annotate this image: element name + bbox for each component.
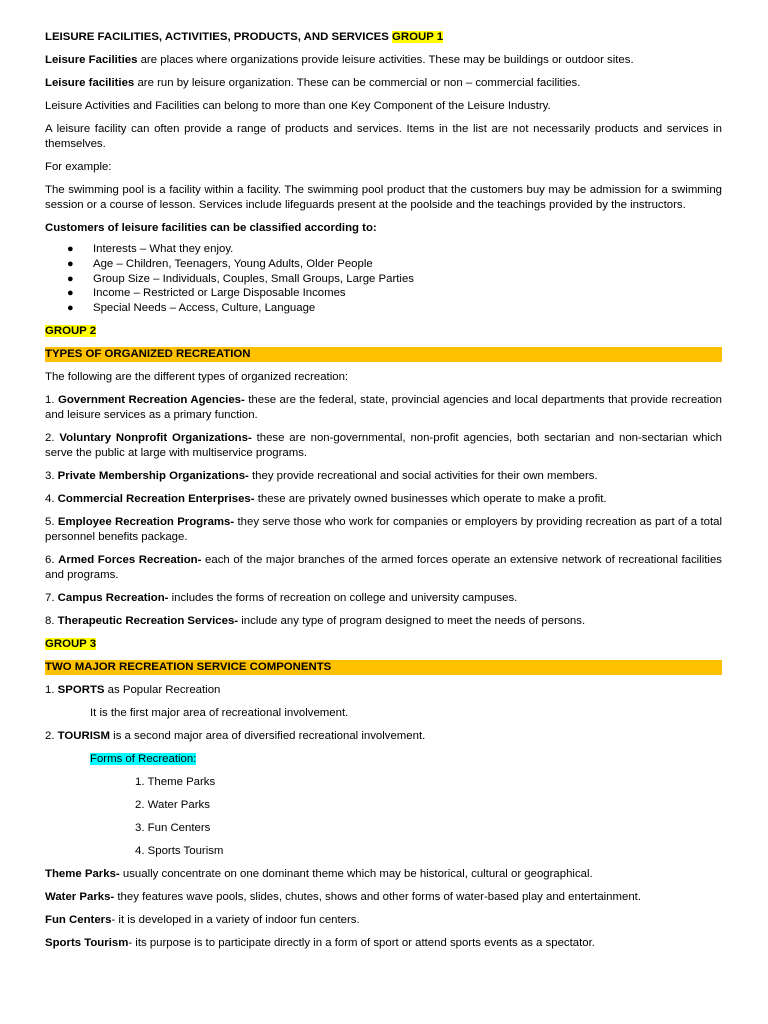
list-item-text: Interests – What they enjoy. bbox=[93, 243, 234, 255]
term: Water Parks- bbox=[45, 890, 115, 903]
definition-theme-parks bbox=[45, 867, 722, 882]
term: Campus Recreation- bbox=[57, 591, 169, 604]
recreation-type-4 bbox=[45, 492, 722, 507]
list-item bbox=[45, 286, 722, 301]
document-page bbox=[45, 30, 722, 951]
term: Government Recreation Agencies- bbox=[57, 393, 245, 406]
list-item-text: Age – Children, Teenagers, Young Adults, Older People bbox=[93, 257, 373, 270]
term: Sports Tourism bbox=[45, 936, 129, 949]
recreation-type-6 bbox=[45, 553, 722, 583]
forms-label-text: Forms of Recreation: bbox=[90, 752, 197, 765]
form-item-3: 3. Fun Centers bbox=[135, 821, 211, 834]
group1-tag: GROUP 1 bbox=[392, 31, 444, 43]
item-number: 8. bbox=[45, 614, 58, 627]
item-number: 1. bbox=[45, 393, 58, 406]
bullet-icon: ● bbox=[67, 272, 74, 285]
description: includes the forms of recreation on college and university campuses. bbox=[168, 591, 518, 604]
list-item bbox=[45, 242, 722, 257]
description: they features wave pools, slides, chutes, shows and other forms of water-based play and entertainment. bbox=[114, 890, 642, 903]
term: Private Membership Organizations- bbox=[57, 469, 249, 482]
customers-list bbox=[45, 242, 722, 316]
bullet-icon: ● bbox=[67, 287, 74, 300]
term: TOURISM bbox=[57, 729, 110, 742]
paragraph-5: For example: bbox=[45, 161, 112, 173]
paragraph-text: are places where organizations provide leisure activities. These may be buildings or outdoor sites. bbox=[137, 54, 634, 66]
group2-tag: GROUP 2 bbox=[45, 324, 97, 337]
list-item bbox=[45, 257, 722, 272]
list-item bbox=[45, 301, 722, 316]
customers-heading bbox=[45, 221, 722, 236]
form-item-4: 4. Sports Tourism bbox=[135, 844, 224, 857]
description: they serve those who work for companies or employers by providing recreation as part of a total personnel benefits package. bbox=[45, 515, 722, 543]
recreation-type-5 bbox=[45, 515, 722, 545]
term: Leisure Facilities bbox=[45, 54, 138, 66]
recreation-type-1 bbox=[45, 393, 722, 423]
item-number: 2. bbox=[45, 729, 58, 742]
recreation-type-8 bbox=[45, 614, 722, 629]
paragraph-1 bbox=[45, 53, 722, 68]
item-number: 4. bbox=[45, 492, 58, 505]
form-item-1: 1. Theme Parks bbox=[135, 775, 216, 788]
item-number: 3. bbox=[45, 469, 58, 482]
paragraph-text: are run by leisure organization. These can be commercial or non – commercial facilities. bbox=[134, 77, 581, 89]
term: Armed Forces Recreation- bbox=[58, 553, 202, 566]
term: Theme Parks- bbox=[45, 867, 120, 880]
list-item bbox=[45, 272, 722, 287]
term: Therapeutic Recreation Services- bbox=[57, 614, 239, 627]
group2-heading: TYPES OF ORGANIZED RECREATION bbox=[45, 347, 722, 362]
group3-label bbox=[45, 637, 722, 652]
item-number: 7. bbox=[45, 591, 58, 604]
bullet-icon: ● bbox=[67, 243, 74, 255]
term: Employee Recreation Programs- bbox=[57, 515, 235, 528]
item-number: 2. bbox=[45, 431, 60, 444]
bullet-icon: ● bbox=[67, 302, 74, 315]
form-item-2: 2. Water Parks bbox=[135, 798, 210, 811]
item-number: 1. bbox=[45, 683, 58, 696]
description: - its purpose is to participate directly in a form of sport or attend sports events as a spectator. bbox=[128, 936, 595, 949]
description: each of the major branches of the armed forces operate an extensive network of recreational facilities and programs. bbox=[45, 553, 722, 581]
item-number: 6. bbox=[45, 553, 59, 566]
description: include any type of program designed to meet the needs of persons. bbox=[238, 614, 586, 627]
description: - it is developed in a variety of indoor fun centers. bbox=[111, 913, 360, 926]
title-text: LEISURE FACILITIES, ACTIVITIES, PRODUCTS, AND SERVICES bbox=[45, 31, 393, 43]
definition-fun-centers bbox=[45, 913, 722, 928]
recreation-type-2 bbox=[45, 431, 722, 461]
paragraph-3: Leisure Activities and Facilities can belong to more than one Key Component of the Leisure Industry. bbox=[45, 100, 551, 112]
recreation-type-7 bbox=[45, 591, 722, 606]
list-item-text: Special Needs – Access, Culture, Language bbox=[93, 302, 316, 315]
list-item-text: Group Size – Individuals, Couples, Small Groups, Large Parties bbox=[93, 272, 414, 285]
description: these are non-governmental, non-profit agencies, both sectarian and non-sectarian which serve the public at large with multiservice programs. bbox=[45, 431, 722, 459]
definition-water-parks bbox=[45, 890, 722, 905]
group2-label bbox=[45, 324, 722, 339]
paragraph-2 bbox=[45, 76, 722, 91]
description: these are privately owned businesses which operate to make a profit. bbox=[254, 492, 607, 505]
bullet-icon: ● bbox=[67, 257, 74, 270]
group3-tag: GROUP 3 bbox=[45, 637, 97, 650]
description: as Popular Recreation bbox=[104, 683, 221, 696]
term: Commercial Recreation Enterprises- bbox=[57, 492, 255, 505]
paragraph-6: The swimming pool is a facility within a facility. The swimming pool product that the customers buy may be admission for a swimming session or a course of lesson. Services include lifeguards present at the poolside and the teachings provided by the instructors. bbox=[45, 184, 722, 211]
group2-intro: The following are the different types of organized recreation: bbox=[45, 370, 349, 383]
term: Leisure facilities bbox=[45, 77, 135, 89]
customers-heading-text: Customers of leisure facilities can be classified according to: bbox=[45, 222, 377, 234]
term: Voluntary Nonprofit Organizations- bbox=[59, 431, 252, 444]
tourism-item bbox=[45, 729, 722, 744]
recreation-type-3 bbox=[45, 469, 722, 484]
sports-item bbox=[45, 683, 722, 698]
description: is a second major area of diversified recreational involvement. bbox=[110, 729, 426, 742]
forms-label bbox=[45, 752, 722, 767]
group3-heading: TWO MAJOR RECREATION SERVICE COMPONENTS bbox=[45, 660, 722, 675]
document-title bbox=[45, 30, 722, 45]
list-item-text: Income – Restricted or Large Disposable Incomes bbox=[93, 287, 346, 300]
description: these are the federal, state, provincial agencies and local departments that provide recreation and leisure services as a primary function. bbox=[45, 393, 723, 421]
sports-description: It is the first major area of recreational involvement. bbox=[90, 706, 349, 719]
description: usually concentrate on one dominant theme which may be historical, cultural or geographical. bbox=[119, 867, 593, 880]
item-number: 5. bbox=[45, 515, 58, 528]
term: Fun Centers bbox=[45, 913, 112, 926]
term: SPORTS bbox=[57, 683, 105, 696]
description: they provide recreational and social activities for their own members. bbox=[248, 469, 598, 482]
paragraph-4: A leisure facility can often provide a range of products and services. Items in the list are not necessarily products and services in themselves. bbox=[45, 123, 722, 150]
definition-sports-tourism bbox=[45, 936, 722, 951]
